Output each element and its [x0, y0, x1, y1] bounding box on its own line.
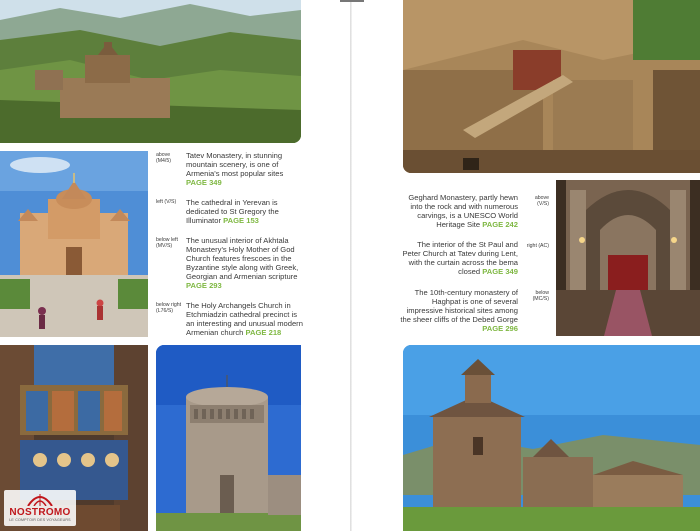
- caption-tatev-position: above (M4/5): [156, 152, 171, 165]
- caption-haghpat: [398, 288, 518, 333]
- caption-st-paul-peter-position: right (AC): [526, 243, 549, 249]
- caption-haghpat-page-link[interactable]: PAGE 296: [482, 324, 518, 333]
- caption-etchmiadzin-text: The Holy Archangels Church in Etchmiadzin cathedral precinct is an interesting and unusual modern Armenian church: [186, 301, 303, 337]
- gutter-mark: [340, 0, 364, 2]
- photo-haghpat-monastery: [403, 345, 700, 531]
- caption-etchmiadzin-position: below right (L76/S): [156, 302, 182, 315]
- caption-yerevan-page-link[interactable]: PAGE 153: [223, 216, 259, 225]
- logo-subtitle: LE COMPTOIR DES VOYAGEURS: [9, 518, 71, 522]
- caption-etchmiadzin-page-link[interactable]: PAGE 218: [245, 328, 282, 337]
- caption-yerevan-text: The cathedral in Yerevan is dedicated to St Gregory the Illuminator: [186, 198, 279, 225]
- caption-akhtala: [186, 236, 303, 290]
- caption-geghard-page-link[interactable]: PAGE 242: [482, 220, 518, 229]
- photo-tatev-monastery: [0, 0, 301, 143]
- globe-icon: [4, 492, 76, 506]
- photo-geghard-monastery: [403, 0, 700, 173]
- nostromo-logo: [4, 490, 76, 526]
- caption-tatev: [186, 151, 301, 187]
- caption-akhtala-page-link[interactable]: PAGE 293: [186, 281, 222, 290]
- caption-akhtala-position: below left (MV/S): [156, 237, 178, 250]
- caption-st-paul-peter: [398, 240, 518, 276]
- caption-tatev-text: Tatev Monastery, in stunning mountain scenery, is one of Armenia's most popular sites: [186, 151, 284, 178]
- photo-st-paul-peter-interior: [556, 180, 700, 336]
- caption-haghpat-position: below (MC/S): [532, 290, 549, 303]
- photo-yerevan-cathedral: [0, 151, 148, 337]
- caption-haghpat-text: The 10th-century monastery of Haghpat is one of several impressive historical sites among the sheer cliffs of the Debed Gorge: [400, 288, 518, 324]
- caption-geghard-position: above (V/S): [534, 195, 549, 208]
- page-gutter: [350, 0, 352, 531]
- photo-holy-archangels-church: [156, 345, 301, 531]
- caption-akhtala-text: The unusual interior of Akhtala Monastery's Holy Mother of God Church features frescoes in the Byzantine style along with Greek, Georgian and Armenian scripture: [186, 236, 299, 281]
- logo-title: NOSTROMO: [9, 507, 71, 518]
- caption-st-paul-peter-text: The interior of the St Paul and Peter Church at Tatev during Lent, with the curtain across the bema closed: [402, 240, 518, 276]
- caption-geghard-text: Geghard Monastery, partly hewn into the rock and with numerous carvings, is a UNESCO World Heritage Site: [408, 193, 518, 229]
- caption-yerevan-position: left (V/S): [156, 199, 177, 205]
- caption-yerevan: [186, 198, 303, 225]
- caption-st-paul-peter-page-link[interactable]: PAGE 349: [482, 267, 518, 276]
- caption-etchmiadzin: [186, 301, 303, 337]
- caption-geghard: [402, 193, 518, 229]
- caption-tatev-page-link[interactable]: PAGE 349: [186, 178, 222, 187]
